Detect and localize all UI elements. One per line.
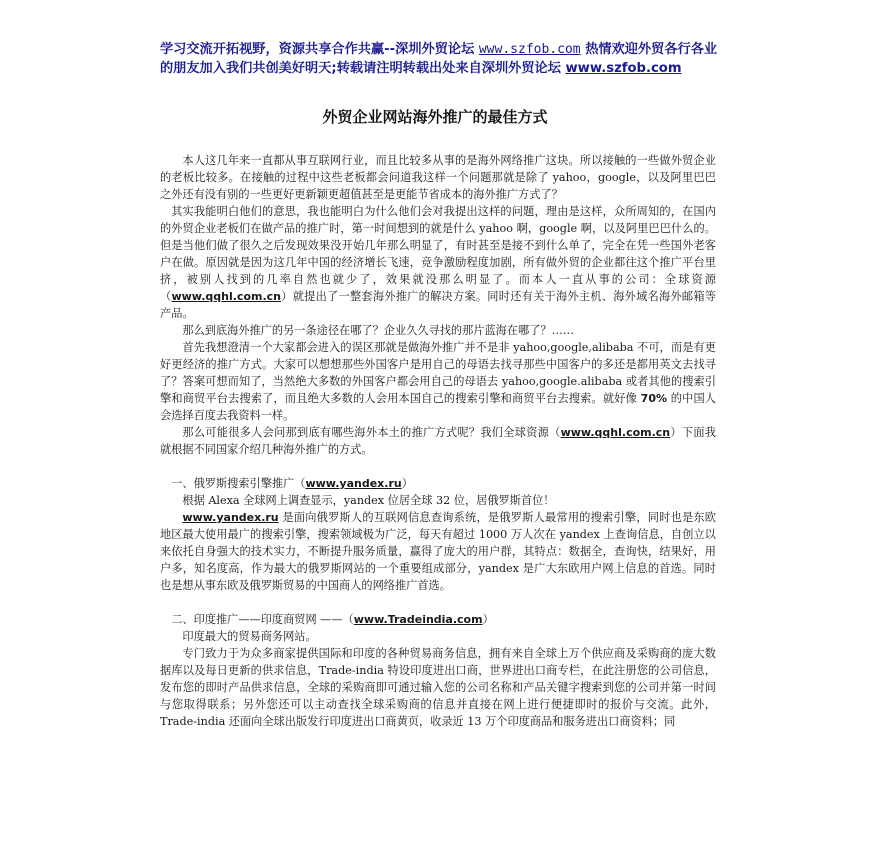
link-yandex[interactable]: www.yandex.ru [182,511,279,524]
link-yandex[interactable]: www.yandex.ru [305,477,402,490]
banner-text: 学习交流开拓视野，资源共享合作共赢--深圳外贸论坛 [160,42,479,57]
paragraph: 那么可能很多人会问那到底有哪些海外本土的推广方式呢？我们全球资源（www.qqhl.com.cn）下面我就根据不同国家介绍几种海外推广的方式。 [160,426,716,456]
document-title: 外贸企业网站海外推广的最佳方式 [322,108,548,126]
paragraph: 其实我能明白他们的意思，我也能明白为什么他们会对我提出这样的问题，理由是这样，众所周知的，在国内的外贸企业老板们在做产品的推广时，第一时间想到的就是什么 yahoo 啊，google 啊，以及阿里巴巴什么的。但是当他们做了很久之后发现效果没开始几年那么明显了，有时甚至是接不到什么单了，完全在凭一些国外老客户在做。原因就是因为这几年中国的经济增长飞速，竞争激励程度加剧，所有做外贸的企业都往这个推广平台里挤，被别人找到的几率自然也就少了，效果就没那么明显了。而本人一直从事的公司：全球资源（www.qqhl.com.cn）就提出了一整套海外推广的解决方案。同时还有关于海外主机、海外域名海外邮箱等产品。 [160,205,716,320]
link-tradeindia[interactable]: www.Tradeindia.com [353,613,483,626]
link-qqhl[interactable]: www.qqhl.com.cn [171,290,282,303]
forum-banner [160,40,720,78]
paragraph: 专门致力于为众多商家提供国际和印度的各种贸易商务信息，拥有来自全球上万个供应商及采购商的庞大数据库以及每日更新的供求信息，Trade-india 特设印度进出口商，世界进出口商专栏，在此注册您的公司信息，发布您的即时产品供求信息，全球的采购商即可通过输入您的公司名称和产品关键字搜索到您的公司并第一时间与您取得联系；另外您还可以主动查找全球采购商的信息并直接在网上进行便捷即时的报价与交流。此外，Trade-india 还面向全球出版发行印度进出口商黄页，收录近 13 万个印度商品和服务进出口商资料；同 [160,647,716,728]
banner-text: 热情欢迎外贸各行各业的朋友加入我们共创美好明天;转载请注明转载出处来自深圳外贸论坛 [160,42,718,76]
paragraph: 印度最大的贸易商务网站。 [182,630,317,643]
paragraph: 根据 Alexa 全球网上调查显示，yandex 位居全球 32 位，居俄罗斯首位！ [182,494,555,507]
percent-value: 70% [640,392,668,405]
banner-link-szfob[interactable]: www.szfob.com [478,42,581,57]
link-qqhl[interactable]: www.qqhl.com.cn [560,426,671,439]
paragraph: 首先我想澄清一个大家都会进入的误区那就是做海外推广并不是非 yahoo,google,alibaba 不可，而是有更好更经济的推广方式。大家可以想想那些外国客户是用自己的母语去找寻那些中国客户的多还是都用英文去找寻了？答案可想而知了，当然绝大多数的外国客户都会用自己的母语去 yahoo,google.alibaba 或者其他的搜索引擎和商贸平台去搜索了，而且绝大多数的人会用本国自己的搜索引擎和商贸平台去搜索。就好像 70% 的中国人会选择百度去我资料一样。 [160,341,716,422]
document-body [160,152,716,730]
section-heading: 二、印度推广——印度商贸网 ——（www.Tradeindia.com） [171,613,494,626]
paragraph: 本人这几年来一直都从事互联网行业，而且比较多从事的是海外网络推广这块。所以接触的一些做外贸企业的老板比较多。在接触的过程中这些老板都会问道我这样一个问题那就是除了 yahoo，google，以及阿里巴巴之外还有没有别的一些更好更新颖更超值甚至是更能节省成本的海外推广方式了？ [160,154,716,201]
paragraph: www.yandex.ru 是面向俄罗斯人的互联网信息查询系统，是俄罗斯人最常用的搜索引擎，同时也是东欧地区最大使用最广的搜索引擎，搜索领域极为广泛，每天有超过 1000 万人次在 yandex 上查询信息，自创立以来依托自身强大的技术实力，不断提升服务质量，赢得了庞大的用户群，其特点：数据全，查询快，结果好，用户多，知名度高，作为最大的俄罗斯网站的一个重要组成部分，yandex 是广大东欧用户网上信息的首选。同时也是想从事东欧及俄罗斯贸易的中国商人的网络推广首选。 [160,511,716,592]
paragraph: 那么到底海外推广的另一条途径在哪了？企业久久寻找的那片蓝海在哪了？…… [182,324,574,337]
spacer [160,458,716,475]
spacer [160,594,716,611]
section-heading: 一、俄罗斯搜索引擎推广（www.yandex.ru） [171,477,413,490]
banner-link-szfob[interactable]: www.szfob.com [565,61,682,76]
